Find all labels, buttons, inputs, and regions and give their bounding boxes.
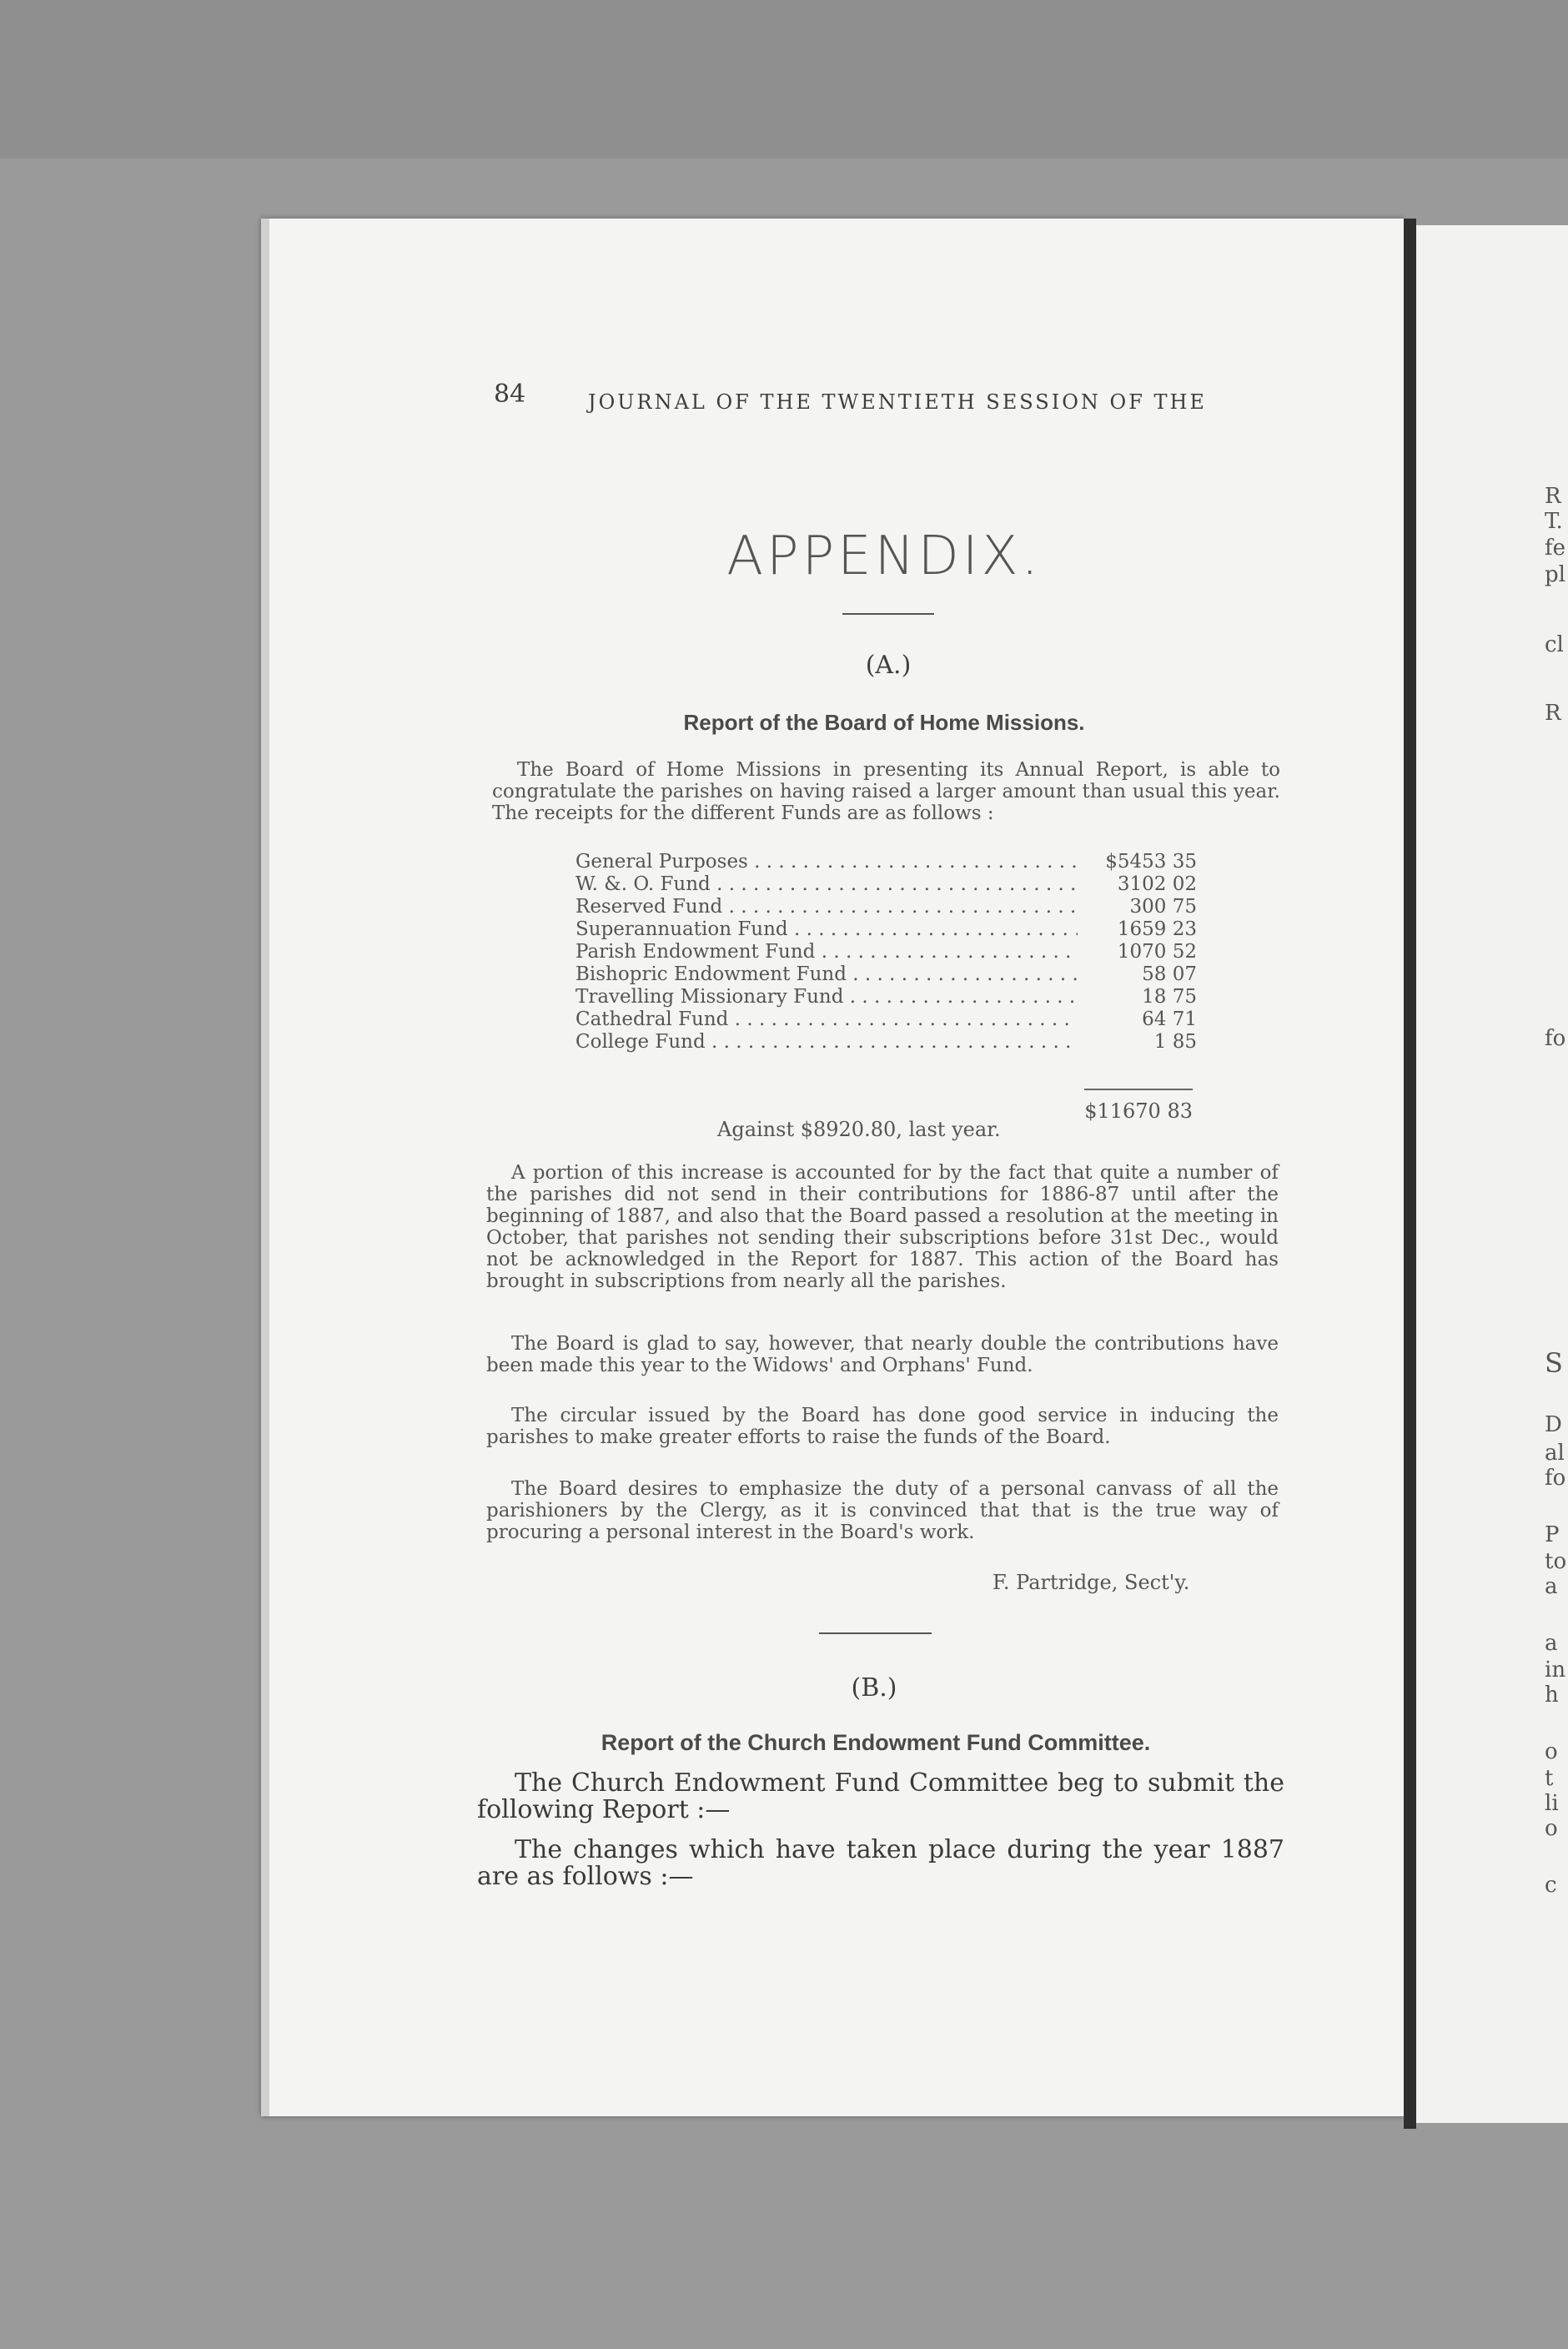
facing-text: h	[1545, 1683, 1559, 1708]
fund-name: Superannuation Fund . . .	[575, 918, 1078, 941]
facing-text: R	[1545, 484, 1561, 509]
fund-amount: 300 75	[1078, 896, 1197, 918]
fund-amount: 18 75	[1078, 986, 1197, 1009]
table-row	[575, 1009, 1197, 1031]
table-row	[575, 896, 1197, 918]
table-row	[575, 986, 1197, 1009]
section-a-paragraph-1: A portion of this increase is accounted for by the fact that quite a number of the parishes did not send in their contributions for 1886-87 until after the beginning of 1887, and also that the Board passed a resolution at the meeting in October, that parishes not sending their subscriptions before 31st Dec., would not be acknowledged in the Report for 1887. This action of the Board has brought in subscriptions from nearly all the parishes.	[486, 1162, 1279, 1292]
facing-text: a	[1545, 1574, 1558, 1599]
page-number: 84	[494, 380, 526, 409]
facing-text: c	[1545, 1873, 1557, 1898]
facing-text: pl	[1545, 562, 1565, 587]
facing-text: o	[1545, 1816, 1558, 1841]
facing-text: to	[1545, 1549, 1567, 1574]
facing-text: P	[1545, 1522, 1560, 1547]
fund-name: Parish Endowment Fund . . .	[575, 941, 1078, 963]
facing-text: R	[1545, 701, 1561, 726]
fund-name: Cathedral Fund . . .	[575, 1009, 1078, 1031]
fund-amount: 64 71	[1078, 1009, 1197, 1031]
facing-text: fo	[1545, 1026, 1566, 1051]
fund-amount: 1 85	[1078, 1031, 1197, 1054]
page-edge	[261, 219, 269, 2116]
fund-name: General Purposes . . .	[575, 851, 1078, 873]
section-a-label: (A.)	[865, 651, 912, 680]
signature: F. Partridge, Sect'y.	[993, 1571, 1190, 1594]
facing-text: S	[1545, 1347, 1563, 1379]
funds-total: $11670 83	[1084, 1099, 1193, 1123]
facing-text: fo	[1545, 1466, 1566, 1491]
facing-text: al	[1545, 1441, 1565, 1466]
fund-name: College Fund . . .	[575, 1031, 1078, 1054]
table-row	[575, 918, 1197, 941]
fund-amount: 1070 52	[1078, 941, 1197, 963]
divider	[842, 613, 934, 615]
fund-name: W. &. O. Fund . . .	[575, 873, 1078, 896]
table-row	[575, 941, 1197, 963]
against-last-year: Against $8920.80, last year.	[717, 1118, 1001, 1141]
facing-text: fe	[1545, 536, 1566, 561]
fund-name: Bishopric Endowment Fund . . .	[575, 963, 1078, 986]
table-row	[575, 851, 1197, 873]
facing-text: t	[1545, 1766, 1554, 1791]
fund-name: Reserved Fund . . .	[575, 896, 1078, 918]
fund-amount: $5453 35	[1078, 851, 1197, 873]
facing-text: a	[1545, 1631, 1558, 1656]
section-a-heading: Report of the Board of Home Missions.	[683, 710, 1085, 735]
section-a-paragraph-2: The Board is glad to say, however, that nearly double the contributions have been made this year to the Widows' and Orphans' Fund.	[486, 1333, 1279, 1376]
facing-text: T.	[1545, 509, 1563, 534]
fund-name: Travelling Missionary Fund . . .	[575, 986, 1078, 1009]
table-row	[575, 873, 1197, 896]
fund-amount: 3102 02	[1078, 873, 1197, 896]
section-b-heading: Report of the Church Endowment Fund Committee.	[601, 1730, 1151, 1755]
table-row	[575, 963, 1197, 986]
fund-amount: 1659 23	[1078, 918, 1197, 941]
facing-text: D	[1545, 1412, 1562, 1437]
book-gutter	[1404, 219, 1416, 2129]
divider	[819, 1632, 932, 1634]
section-a-paragraph-4: The Board desires to emphasize the duty of a personal canvass of all the parishioners by the Clergy, as it is convinced that that is the true way of procuring a personal interest in the Board's work.	[486, 1478, 1279, 1543]
section-b-paragraph-1: The Church Endowment Fund Committee beg to submit the following Report :—	[477, 1768, 1284, 1824]
funds-table	[575, 851, 1197, 1054]
facing-text: li	[1545, 1791, 1559, 1816]
section-a-intro: The Board of Home Missions in presenting its Annual Report, is able to congratulate the parishes on having raised a larger amount than usual this year. The receipts for the different Funds are as follows :	[492, 759, 1280, 824]
running-head: JOURNAL OF THE TWENTIETH SESSION OF THE	[588, 390, 1207, 414]
total-rule	[1084, 1089, 1193, 1090]
facing-text: o	[1545, 1739, 1558, 1764]
fund-amount: 58 07	[1078, 963, 1197, 986]
section-b-label: (B.)	[851, 1673, 897, 1703]
table-row	[575, 1031, 1197, 1054]
facing-text: cl	[1545, 632, 1564, 657]
page-title: APPENDIX.	[726, 526, 1042, 587]
facing-text: in	[1545, 1657, 1566, 1683]
section-b-paragraph-2: The changes which have taken place during the year 1887 are as follows :—	[477, 1835, 1284, 1891]
section-a-paragraph-3: The circular issued by the Board has done good service in inducing the parishes to make greater efforts to raise the funds of the Board.	[486, 1405, 1279, 1448]
